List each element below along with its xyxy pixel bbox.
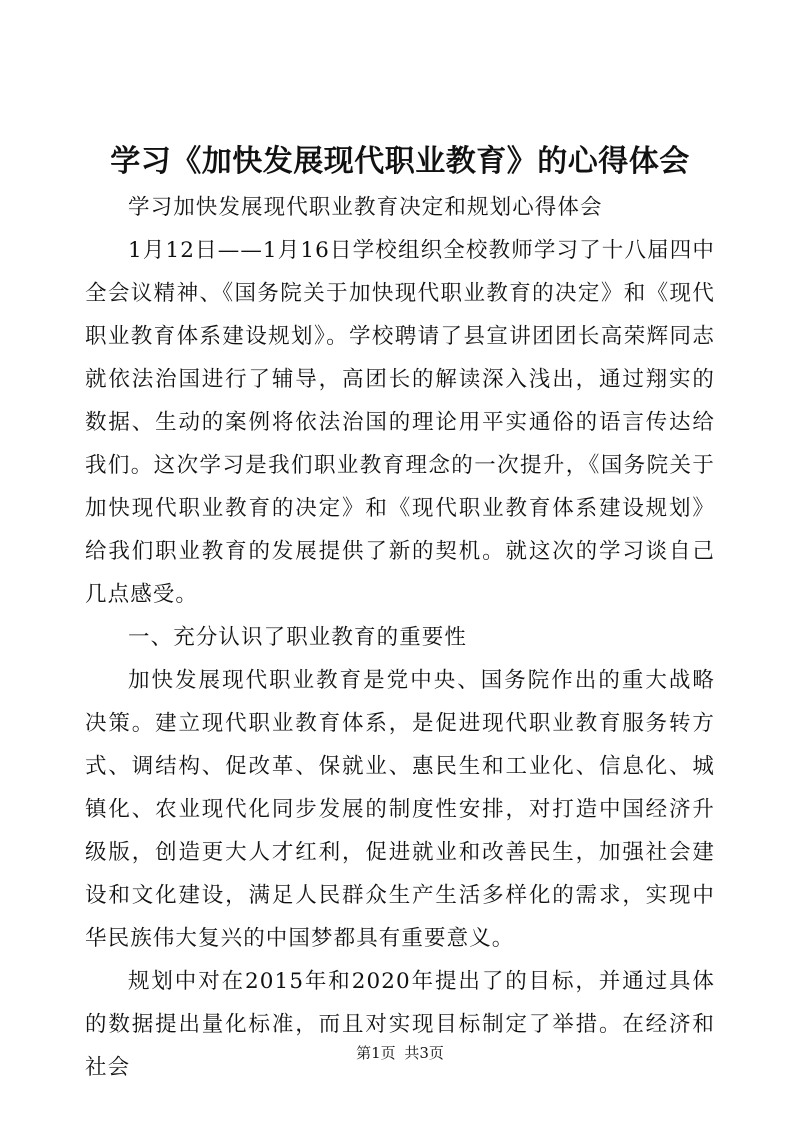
page-footer: [0, 1043, 800, 1063]
subtitle-paragraph: 学习加快发展现代职业教育决定和规划心得体会: [128, 195, 603, 220]
page-number: 第1页: [356, 1044, 396, 1062]
body-paragraph: 规划中对在2015年和2020年提出了的目标，并通过具体的数据提出量化标准，而且对实现目标制定了举措。在经济和社会: [85, 969, 715, 1080]
intro-paragraph: 1月12日——1月16日学校组织全校教师学习了十八届四中全会议精神、《国务院关于加快现代职业教育的决定》和《现代职业教育体系建设规划》。学校聘请了县宣讲团团长高荣辉同志就依法治国进行了辅导，高团长的解读深入浅出，通过翔实的数据、生动的案例将依法治国的理论用平实通俗的语言传达给我们。这次学习是我们职业教育理念的一次提升，《国务院关于加快现代职业教育的决定》和《现代职业教育体系建设规划》给我们职业教育的发展提供了新的契机。就这次的学习谈自己几点感受。: [85, 238, 715, 607]
section-heading: 一、充分认识了职业教育的重要性: [128, 625, 468, 650]
document-body: [85, 186, 715, 1089]
body-paragraph: 加快发展现代职业教育是党中央、国务院作出的重大战略决策。建立现代职业教育体系，是促进现代职业教育服务转方式、调结构、促改革、保就业、惠民生和工业化、信息化、城镇化、农业现代化同步发展的制度性安排，对打造中国经济升级版，创造更大人才红利，促进就业和改善民生，加强社会建设和文化建设，满足人民群众生产生活多样化的需求，实现中华民族伟大复兴的中国梦都具有重要意义。: [85, 668, 715, 951]
document-title: 学习《加快发展现代职业教育》的心得体会: [110, 144, 690, 179]
total-pages: 共3页: [404, 1044, 444, 1062]
